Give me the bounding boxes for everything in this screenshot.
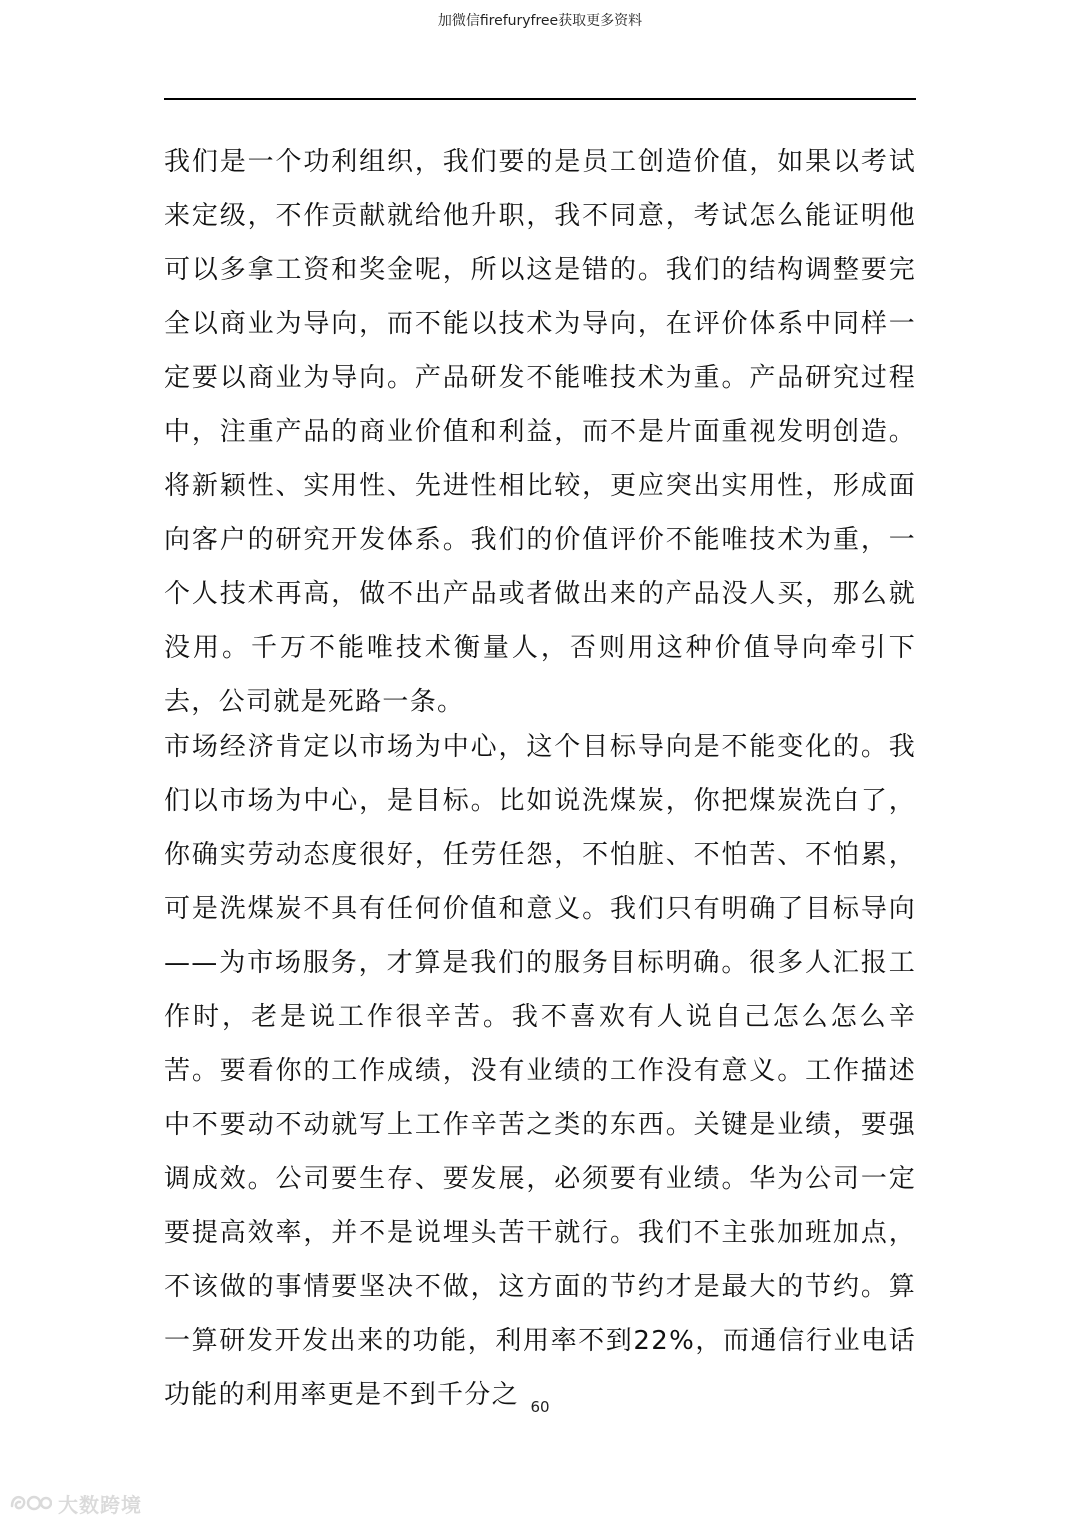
brand-logo-icon [8,1490,52,1516]
body-paragraph: 市场经济肯定以市场为中心，这个目标导向是不能变化的。我们以市场为中心，是目标。比如说洗煤炭，你把煤炭洗白了，你确实劳动态度很好，任劳任怨，不怕脏、不怕苦、不怕累，可是洗煤炭不具有任何价值和意义。我们只有明确了目标导向——为市场服务，才算是我们的服务目标明确。很多人汇报工作时，老是说工作很辛苦。我不喜欢有人说自己怎么怎么辛苦。要看你的工作成绩，没有业绩的工作没有意义。工作描述中不要动不动就写上工作辛苦之类的东西。关键是业绩，要强调成效。公司要生存、要发展，必须要有业绩。华为公司一定要提高效率，并不是说埋头苦干就行。我们不主张加班加点，不该做的事情要坚决不做，这方面的节约才是最大的节约。算一算研发开发出来的功能，利用率不到22%，而通信行业电话功能的利用率更是不到千分之 [164,732,916,1410]
watermark-text: 大数跨境 [58,1492,142,1517]
page-number: 60 [530,1398,550,1416]
header-divider [164,98,916,100]
page-header-text: 加微信firefuryfree获取更多资料 [437,13,643,29]
watermark [8,1488,142,1518]
body-paragraph: 我们是一个功利组织，我们要的是员工创造价值，如果以考试来定级，不作贡献就给他升职，我不同意，考试怎么能证明他可以多拿工资和奖金呢，所以这是错的。我们的结构调整要完全以商业为导向，而不能以技术为导向，在评价体系中同样一定要以商业为导向。产品研发不能唯技术为重。产品研究过程中，注重产品的商业价值和利益，而不是片面重视发明创造。将新颖性、实用性、先进性相比较，更应突出实用性，形成面向客户的研究开发体系。我们的价值评价不能唯技术为重，一个人技术再高，做不出产品或者做出来的产品没人买，那么就没用。千万不能唯技术衡量人，否则用这种价值导向牵引下去，公司就是死路一条。 [164,147,916,717]
